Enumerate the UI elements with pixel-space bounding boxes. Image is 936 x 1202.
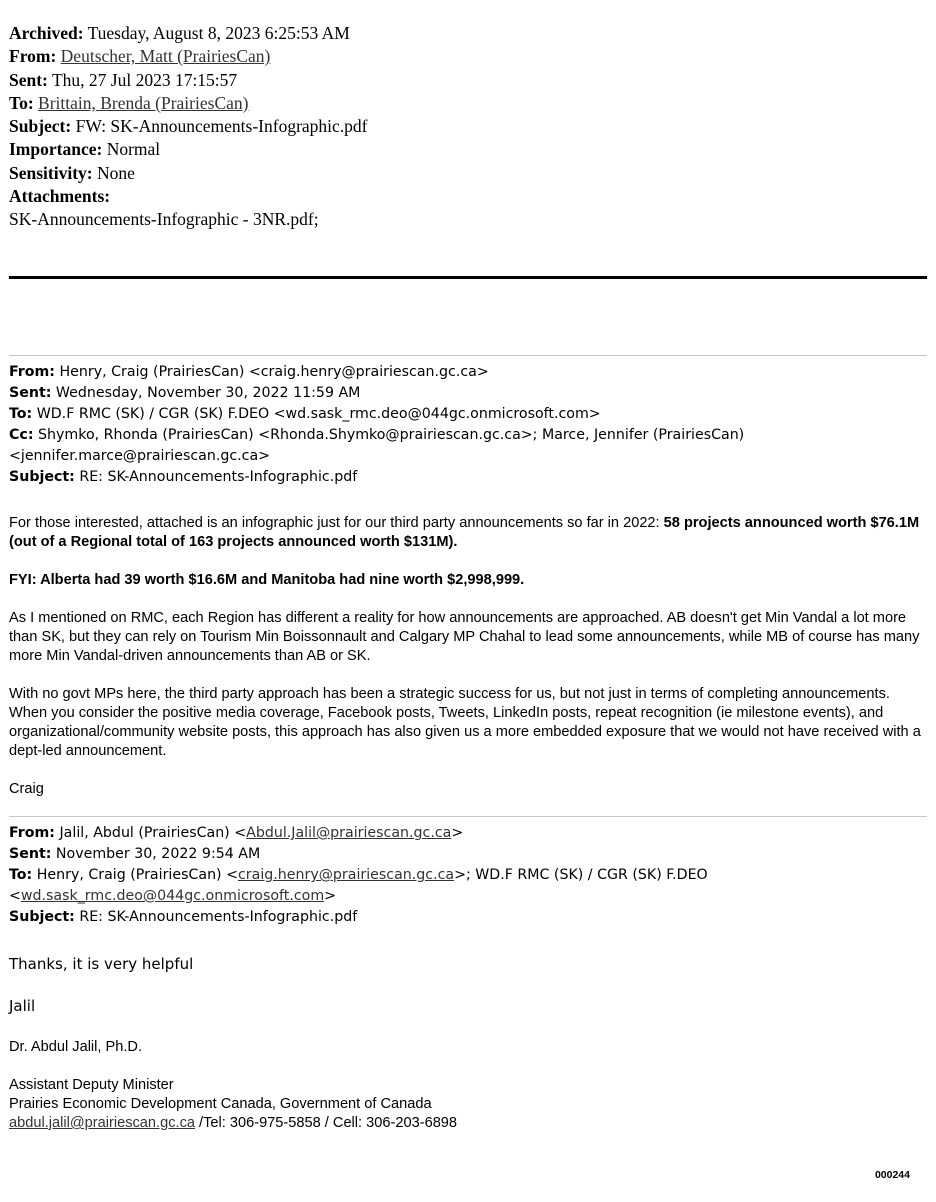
m1-to-value: WD.F RMC (SK) / CGR (SK) F.DEO <wd.sask_rmc.deo@044gc.onmicrosoft.com> xyxy=(36,406,601,422)
message2-header xyxy=(9,823,708,928)
m1-cc-value-1: Shymko, Rhonda (PrairiesCan) <Rhonda.Shymko@prairiescan.gc.ca>; Marce, Jennifer (PrairiesCan) xyxy=(38,427,745,443)
attachment-file[interactable]: SK-Announcements-Infographic - 3NR.pdf; xyxy=(9,209,319,230)
message1-header xyxy=(9,362,744,488)
signature-phones: /Tel: 306-975-5858 / Cell: 306-203-6898 xyxy=(194,1115,458,1131)
archived-value: Tuesday, August 8, 2023 6:25:53 AM xyxy=(87,23,350,43)
importance-row xyxy=(9,138,368,161)
message1-body xyxy=(9,514,929,799)
m2-subject-label: Subject: xyxy=(9,909,75,925)
m2-subject-value: RE: SK-Announcements-Infographic.pdf xyxy=(79,909,358,925)
from-label: From: xyxy=(9,46,57,67)
m1-cc-label: Cc: xyxy=(9,427,34,443)
sent-row xyxy=(9,69,368,92)
m2-to-line2-open: < xyxy=(9,888,21,904)
m1-from-value: Henry, Craig (PrairiesCan) <craig.henry@prairiescan.gc.ca> xyxy=(59,364,489,380)
attachments-label: Attachments: xyxy=(9,186,111,207)
signature-org: Prairies Economic Development Canada, Government of Canada xyxy=(9,1096,432,1112)
m2-to-line2-email-link[interactable]: wd.sask_rmc.deo@044gc.onmicrosoft.com xyxy=(20,888,325,904)
archived-row xyxy=(9,22,368,45)
from-row xyxy=(9,45,368,68)
m2-body-line-2: Jalil xyxy=(9,997,36,1015)
page-number: 000244 xyxy=(874,1169,910,1181)
attachments-row xyxy=(9,185,368,208)
signature-title: Assistant Deputy Minister xyxy=(9,1077,174,1093)
to-row xyxy=(9,92,368,115)
signature-contact xyxy=(9,1114,457,1133)
sent-value: Thu, 27 Jul 2023 17:15:57 xyxy=(51,69,238,90)
m2-to-email-link[interactable]: craig.henry@prairiescan.gc.ca xyxy=(238,867,455,883)
m2-from-label: From: xyxy=(9,825,55,841)
importance-value: Normal xyxy=(106,139,161,160)
subject-value: FW: SK-Announcements-Infographic.pdf xyxy=(75,116,368,137)
m1-subject-label: Subject: xyxy=(9,469,75,485)
m2-sent-label: Sent: xyxy=(9,846,52,862)
m1-to-label: To: xyxy=(9,406,33,422)
m2-from-email-link[interactable]: Abdul.Jalil@prairiescan.gc.ca xyxy=(246,825,452,841)
m2-to-rest: >; WD.F RMC (SK) / CGR (SK) F.DEO xyxy=(454,867,708,883)
m1-fyi-text: FYI: Alberta had 39 worth $16.6M and Manitoba had nine worth $2,998,999. xyxy=(9,572,525,588)
signature-email-link[interactable]: abdul.jalil@prairiescan.gc.ca xyxy=(9,1115,195,1131)
subject-label: Subject: xyxy=(9,116,72,137)
archive-header xyxy=(9,22,368,232)
importance-label: Importance: xyxy=(9,139,103,160)
sensitivity-label: Sensitivity: xyxy=(9,162,93,183)
m2-sent-value: November 30, 2022 9:54 AM xyxy=(55,846,261,862)
m1-cc-value-2: <jennifer.marce@prairiescan.gc.ca> xyxy=(9,448,271,464)
m2-to-name: Henry, Craig (PrairiesCan) < xyxy=(36,867,238,883)
to-link[interactable]: Brittain, Brenda (PrairiesCan) xyxy=(38,92,249,113)
m1-paragraph-1 xyxy=(9,514,929,552)
m2-to-label: To: xyxy=(9,867,33,883)
m1-paragraph-3: With no govt MPs here, the third party approach has been a strategic success for us, but not just in terms of completing announcements. When you consider the positive media coverage, Facebook posts, Tweets, LinkedIn posts, repeat recognition (ie milestone events), and organizational/community website posts, this approach has also given us a more embedded exposure that we would not have received with a dept-led announcement. xyxy=(9,686,921,759)
m2-to-line2-close: > xyxy=(324,888,337,904)
m2-from-close: > xyxy=(451,825,464,841)
m1-sent-value: Wednesday, November 30, 2022 11:59 AM xyxy=(55,385,361,401)
m1-p1-bold: 58 projects announced worth $76.1M (out of a Regional total of 163 projects announced worth $131M). xyxy=(9,515,920,550)
sensitivity-value: None xyxy=(97,162,135,183)
signature-name: Dr. Abdul Jalil, Ph.D. xyxy=(9,1039,143,1055)
message-divider-1 xyxy=(9,355,927,356)
m1-sent-label: Sent: xyxy=(9,385,52,401)
m1-subject-value: RE: SK-Announcements-Infographic.pdf xyxy=(79,469,358,485)
m1-p1-text: For those interested, attached is an infographic just for our third party announcements so far in 2022: xyxy=(9,515,664,531)
archived-label: Archived: xyxy=(9,23,84,43)
m1-from-label: From: xyxy=(9,364,55,380)
m1-paragraph-2: As I mentioned on RMC, each Region has different a reality for how announcements are approached. AB doesn't get Min Vandal a lot more than SK, but they can rely on Tourism Min Boissonnault and Calgary MP Chahal to lead some announcements, while MB of course has many more Min Vandal-driven announcements than AB or SK. xyxy=(9,610,920,664)
sensitivity-row xyxy=(9,162,368,185)
m1-fyi xyxy=(9,571,929,590)
m1-signoff: Craig xyxy=(9,781,44,797)
sent-label: Sent: xyxy=(9,69,48,90)
message-divider-2 xyxy=(9,816,927,817)
subject-row xyxy=(9,115,368,138)
m2-from-name: Jalil, Abdul (PrairiesCan) < xyxy=(59,825,247,841)
m2-body-line-1: Thanks, it is very helpful xyxy=(9,955,194,973)
to-label: To: xyxy=(9,92,34,113)
from-link[interactable]: Deutscher, Matt (PrairiesCan) xyxy=(60,46,271,67)
header-divider xyxy=(9,276,927,279)
